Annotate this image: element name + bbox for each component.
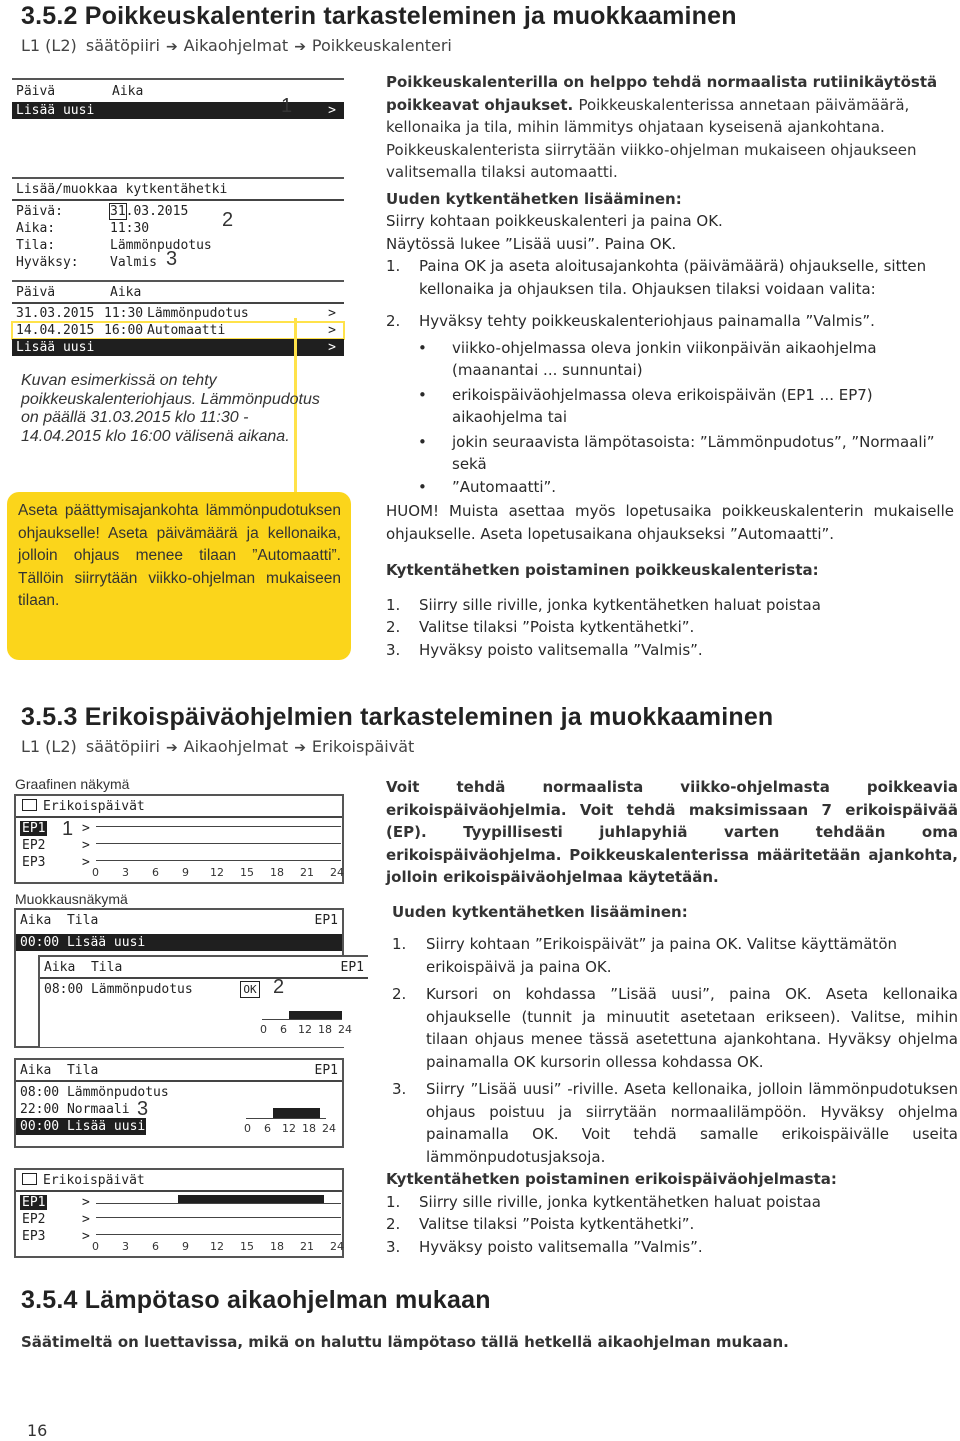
divider [16,1080,342,1082]
schedule-row[interactable] [40,981,368,998]
timeline-axis [262,1011,342,1020]
step-item [386,310,954,333]
tick-label: 21 [300,1240,314,1253]
schedule-entry: 08:00 Lämmönpudotus [44,982,193,997]
ep-row[interactable] [16,1211,342,1228]
step-number: 2. [392,985,407,1003]
special-days-label: Erikoispäivät [43,799,145,814]
special-days-label: Erikoispäivät [43,1173,145,1188]
figure-caption: Kuvan esimerkissä on tehty poikkeuskalenteriohjaus. Lämmönpudotus on päällä 31.03.2015 klo 11:30 - 14.04.2015 klo 16:00 välisenä aikana. [21,372,320,445]
timeline-axis [96,1195,341,1204]
section-354-text: Säätimeltä on luettavissa, mikä on haluttu lämpötaso tällä hetkellä aikaohjelman mukaan. [21,1333,789,1351]
step-number: 1. [386,257,401,275]
special-days-title [16,798,342,815]
step-number: 2. [386,618,401,636]
tick-label: 18 [270,1240,284,1253]
timeline-axis [96,826,341,827]
column-time-label: Aika [110,285,142,300]
schedule-row[interactable] [16,1084,342,1101]
remove-heading: Kytkentähetken poistaminen erikoispäiväohjelmasta: [386,1170,837,1188]
add-new-label: Lisää uusi [16,103,95,118]
tick-label: 6 [152,866,159,879]
step-text: Siirry sille riville, jonka kytkentähetken haluat poistaa [419,595,821,614]
arrow-right-icon: ➔ [294,39,306,55]
timeline-bar [178,1195,324,1203]
timeline-axis [96,843,341,844]
arrow-right-icon: ➔ [165,740,178,756]
ep-tag: EP1 [314,1063,338,1078]
ep-label: EP3 [22,855,46,870]
tick-label: 12 [210,866,224,879]
step-text: Hyväksy tehty poikkeuskalenteriohjaus painamalla ”Valmis”. [419,312,875,330]
breadcrumb-item: säätöpiiri [85,737,160,756]
timeline-bar [289,1011,342,1019]
step-item [386,1078,958,1168]
remove-step [386,1191,958,1214]
bullet-item: • jokin seuraavista lämpötasoista: ”Lämmönpudotus”, ”Normaali” sekä [386,431,954,476]
remove-step [386,1236,958,1259]
tick-label: 15 [240,1240,254,1253]
callout-number: 2 [273,976,285,998]
tick-label: 18 [302,1122,316,1135]
bullet-item: • viikko-ohjelmassa oleva jonkin viikonpäivän aikaohjelma (maanantai ... sunnuntai) [386,337,954,382]
tick-label: 0 [244,1122,251,1135]
tick-label: 6 [264,1122,271,1135]
chevron-right-icon: > [328,306,336,321]
chevron-right-icon: > [82,821,90,836]
step-text: Kursori on kohdassa ”Lisää uusi”, paina OK. Aseta kellonaika ohjaukselle (tunnit ja minuutit asetetaan erikseen). Valitse, mihin tilaan ohjaus menee tässä asetettuna ajankohtana. Hyväksy ohjelma painamalla OK kursorin ollessa kohdassa OK. [426,985,958,1071]
schedule-entry: 08:00 Lämmönpudotus [20,1085,169,1100]
callout-number: 3 [137,1098,149,1120]
ep-tag: EP1 [340,960,364,975]
timeline-axis [96,1217,341,1218]
callout-number: 2 [222,209,234,231]
remove-heading: Kytkentähetken poistaminen poikkeuskalenterista: [386,561,819,579]
add-new-row[interactable] [16,1118,146,1135]
step-item [386,933,958,978]
bullet-item: • erikoispäiväohjelmassa oleva erikoispäivän (EP1 ... EP7) aikaohjelma tai [386,384,954,429]
field-time[interactable] [12,220,344,237]
column-date-label: Päivä [16,285,56,300]
header-label: Aika Tila [20,913,99,928]
intro-text: Poikkeuskalenterilla on helppo tehdä normaalista rutiinikäytöstä poikkeavat ohjaukset. [386,73,938,114]
tick-label: 15 [240,866,254,879]
arrow-right-icon: ➔ [294,740,306,756]
divider [12,199,344,201]
ep-ticks [92,1240,347,1256]
entry-mode: Lämmönpudotus [147,306,249,321]
warning-note: Aseta päättymisajankohta lämmönpudotuksen ohjaukselle! Aseta päivämäärä ja kellonaika, jolloin ohjaus menee tilaan ”Automaatti”. Tällöin siirrytään viikko-ohjelman mukaiseen tilaan. [7,492,351,660]
ep-label: EP3 [22,1229,46,1244]
add-new-label: 00:00 Lisää uusi [20,935,146,950]
remove-step [386,1213,958,1236]
step-number: 1. [386,595,401,614]
step-text: Hyväksy poisto valitsemalla ”Valmis”. [419,640,703,659]
add-line: Siirry kohtaan poikkeuskalenteri ja paina OK. [386,212,723,230]
header-label: Aika Tila [20,1063,99,1078]
step-text: Siirry sille riville, jonka kytkentähetken haluat poistaa [419,1192,821,1211]
add-heading: Uuden kytkentähetken lisääminen: [386,189,682,208]
chevron-right-icon: > [328,340,336,355]
header-label: Aika Tila [44,960,123,975]
ep-label: EP1 [22,1195,46,1210]
add-heading: Uuden kytkentähetken lisääminen: [392,902,688,921]
section-353-title: 3.5.3 Erikoispäiväohjelmien tarkasteleminen ja muokkaaminen [21,703,774,731]
tick-label: 12 [282,1122,296,1135]
tick-label: 24 [338,1023,352,1036]
step-text: Siirry kohtaan ”Erikoispäivät” ja paina OK. Valitse käyttämätön erikoispäivä ja paina OK. [426,935,897,976]
tick-label: 18 [318,1023,332,1036]
step-number: 3. [386,640,401,659]
lcd-screen-edit-ep-3 [14,1058,344,1148]
breadcrumb-353 [21,737,414,756]
breadcrumb-352 [21,36,452,55]
breadcrumb-item: Aikaohjelmat [183,737,289,756]
breadcrumb-item: Aikaohjelmat [183,36,289,55]
remove-step [386,594,954,617]
ep-label: EP2 [22,1212,46,1227]
field-value: Valmis [110,255,157,270]
field-value: 11:30 [110,221,150,236]
lcd-screen-edit-entry [12,177,344,273]
lcd-header [12,83,344,100]
step-number: 3. [392,1080,407,1098]
section-354-title: 3.5.4 Lämpötaso aikaohjelman mukaan [21,1286,491,1314]
tick-label: 6 [152,1240,159,1253]
ep-label: EP1 [22,821,46,836]
tick-label: 3 [122,1240,129,1253]
field-label: Tila: [16,238,56,253]
breadcrumb-item: säätöpiiri [85,36,160,55]
field-date[interactable] [12,203,344,220]
ep-label: EP2 [22,838,46,853]
entry-date: 31.03.2015 [16,306,95,321]
timeline-bar [273,1108,320,1118]
step-item [386,983,958,1073]
edit-header [16,1062,342,1079]
cursor-value[interactable]: 31 [110,204,126,219]
step-number: 3. [386,1237,401,1256]
edit-title: Lisää/muokkaa kytkentähetki [16,182,228,197]
tick-label: 21 [300,866,314,879]
section-352-body [386,71,954,661]
lcd-screen-special-days-2 [14,1168,344,1258]
folder-icon [22,1173,37,1185]
page-number: 16 [27,1421,48,1440]
chevron-right-icon: > [82,855,90,870]
breadcrumb-item: L1 (L2) [21,737,77,756]
field-value: Lämmönpudotus [110,238,212,253]
ep-ticks [92,866,347,882]
field-label: Aika: [16,221,56,236]
field-label: Hyväksy: [16,255,79,270]
ep-tag: EP1 [314,913,338,928]
tick-label: 6 [280,1023,287,1036]
tick-label: 0 [260,1023,267,1036]
tick-label: 24 [330,866,344,879]
step-number: 1. [392,935,407,953]
chevron-right-icon: > [82,1212,90,1227]
add-new-label: Lisää uusi [16,340,95,355]
tick-label: 0 [92,866,99,879]
tick-label: 9 [182,866,189,879]
arrow-right-icon: ➔ [165,39,178,55]
chevron-right-icon: > [328,323,336,338]
step-item [386,255,954,300]
callout-number: 1 [62,818,74,840]
add-new-label: 00:00 Lisää uusi [20,1119,146,1134]
step-text: Paina OK ja aseta aloitusajankohta (päivämäärä) ohjaukselle, sitten kellonaika ja ohjauksen tila. Ohjauksen tilaksi voidaan valita: [419,257,927,298]
lcd-header [12,284,344,301]
step-number: 2. [386,1215,401,1233]
step-text: Valitse tilaksi ”Poista kytkentähetki”. [419,618,695,636]
chevron-right-icon: > [82,1229,90,1244]
field-accept[interactable] [12,254,344,271]
divider [12,302,344,304]
huom-text: Muista asettaa myös lopetusaika poikkeuskalenterin mukaiselle ohjaukselle. Aseta lopetusaikana ohjaukseksi ”Automaatti”. [386,502,954,543]
section-352-title: 3.5.2 Poikkeuskalenterin tarkasteleminen ja muokkaaminen [21,2,737,30]
breadcrumb-item: Poikkeuskalenteri [311,36,452,55]
entry-date: 14.04.2015 [16,323,95,338]
intro-text: Voit tehdä normaalista viikko-ohjelmasta poikkeavia erikoispäiväohjelmia. Voit tehdä maksimissaan 7 erikoispäivää (EP). Tyypillisesti juhlapyhiä varten tehdään oma erikoispäiväohjelma. Poikkeuskalenterissa määritetään ajankohta, jolloin erikoispäiväohjelmaa käytetään. [386,778,958,886]
lcd-screen-edit-ep-2 [38,955,368,1047]
tick-label: 0 [92,1240,99,1253]
edit-header [40,959,368,976]
add-line: Näytössä lukee ”Lisää uusi”. Paina OK. [386,234,677,253]
remove-step [386,616,954,639]
entry-time: 16:00 [104,323,144,338]
chevron-right-icon: > [82,838,90,853]
divider [16,1190,342,1192]
timeline-axis [246,1108,326,1119]
callout-number: 3 [166,248,178,270]
section-353-body [386,776,958,1258]
intro-text: Poikkeuskalenterissa annetaan päivämäärä, kellonaika ja tila, mihin lämmitys ohjataan kyseisenä ajankohtana. Poikkeuskalenterista siirrytään viikko-ohjelman mukaiseen ohjaukseen valitsemalla tilaksi automaatti. [386,95,917,181]
tick-label: 3 [122,866,129,879]
breadcrumb-item: L1 (L2) [21,36,77,55]
field-label: Päivä: [16,204,63,219]
tick-label: 12 [210,1240,224,1253]
step-text: Siirry ”Lisää uusi” -riville. Aseta kellonaika, jolloin lämmönpudotuksen ohjaus poistuu ja siirrytään normaalilämpöön. Hyväksy ohjelma painamalla OK. Voit tehdä samalle erikoispäivälle useita lämmönpudotusjaksoja. [426,1080,958,1166]
tick-label: 24 [322,1122,336,1135]
remove-step [386,639,954,662]
lcd-screen-calendar-list [12,78,344,126]
step-number: 1. [386,1192,401,1211]
folder-icon [22,799,37,811]
timeline-axis [96,1234,341,1235]
tick-label: 9 [182,1240,189,1253]
edit-header [16,912,342,929]
divider [40,977,368,979]
ok-button[interactable]: OK [240,981,260,998]
breadcrumb-item: Erikoispäivät [311,737,415,756]
column-time-label: Aika [112,84,144,99]
chevron-right-icon: > [82,1195,90,1210]
add-new-row[interactable] [12,102,344,119]
tick-label: 24 [330,1240,344,1253]
graphic-view-label: Graafinen näkymä [15,776,130,792]
add-new-row[interactable] [16,934,342,951]
bullet-item: • ”Automaatti”. [386,476,954,499]
column-date-label: Päivä [16,84,56,99]
step-text: Hyväksy poisto valitsemalla ”Valmis”. [419,1237,703,1256]
step-text: Valitse tilaksi ”Poista kytkentähetki”. [419,1215,695,1233]
field-mode[interactable] [12,237,344,254]
step-number: 2. [386,312,401,330]
edit-view-label: Muokkausnäkymä [15,891,128,907]
timeline-axis [96,860,341,861]
field-value: .03.2015 [125,204,189,219]
tick-label: 12 [298,1023,312,1036]
callout-number: 1 [281,95,293,117]
tick-label: 18 [270,866,284,879]
entry-time: 11:30 [104,306,144,321]
chevron-right-icon: > [328,103,336,118]
huom-label: HUOM! [386,502,440,520]
schedule-entry: 22:00 Normaali [20,1102,130,1117]
huom-note [386,500,954,545]
entry-mode: Automaatti [147,323,226,338]
special-days-title [16,1172,342,1189]
